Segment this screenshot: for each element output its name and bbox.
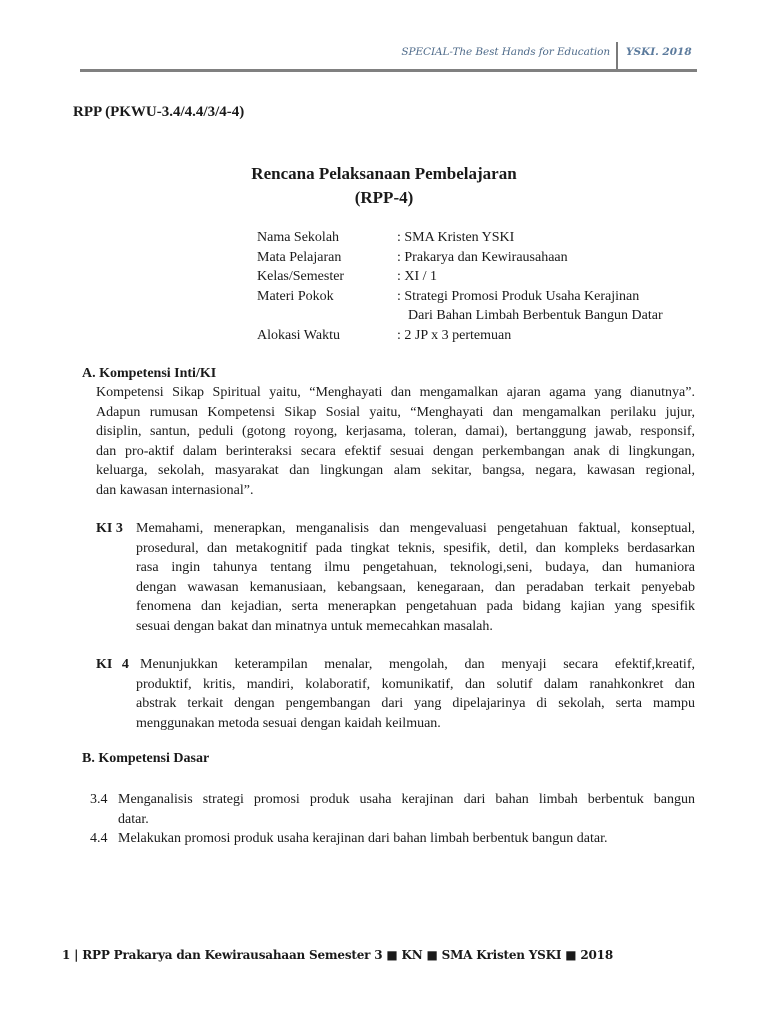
info-row-subject bbox=[257, 248, 663, 268]
paragraph-line: Kompetensi Sikap Spiritual yaitu, “Menghayati dan mengamalkan ajaran agama yang dianutnya”. bbox=[96, 385, 695, 400]
page-title bbox=[0, 162, 768, 210]
info-value: : XI / 1 bbox=[397, 269, 438, 284]
ki4-label: KI 4 bbox=[96, 657, 129, 672]
header-year-label: YSKI. 2018 bbox=[626, 46, 692, 58]
kd-number: 4.4 bbox=[90, 831, 108, 846]
ki4-line: menggunakan metoda sesuai dengan kaidah keilmuan. bbox=[136, 715, 441, 731]
ki4-line: produktif, kritis, mandiri, kolaboratif, komunikatif, dan solutif dalam ranahkonkret dan bbox=[136, 676, 695, 692]
ki3-line: dengan wawasan kemanusiaan, kebangsaan, kenegaraan, dan peradaban terkait penyebab bbox=[136, 579, 695, 595]
ki3-block bbox=[96, 519, 695, 636]
ki4-line: abstrak terkait dengan pengembangan dari yang dipelajarinya di sekolah, serta mampu bbox=[136, 696, 695, 711]
title-line-2: (RPP-4) bbox=[354, 188, 414, 207]
info-label: Materi Pokok bbox=[257, 288, 334, 304]
info-label: Mata Pelajaran bbox=[257, 249, 342, 265]
info-topic-continuation: Dari Bahan Limbah Berbentuk Bangun Datar bbox=[408, 308, 663, 323]
kd-line: Menganalisis strategi promosi produk usaha kerajinan dari bahan limbah berbentuk bangun bbox=[118, 792, 695, 807]
header-rule bbox=[80, 69, 697, 72]
kd-line: datar. bbox=[118, 811, 149, 827]
info-value: : 2 JP x 3 pertemuan bbox=[397, 327, 512, 343]
ki3-line: fenomena dan kejadian, serta menerapkan pengetahuan pada bidang kajian yang spesifik bbox=[136, 599, 695, 614]
ki3-label: KI 3 bbox=[96, 521, 123, 536]
kd-item-4-4 bbox=[90, 829, 695, 849]
info-value: : Prakarya dan Kewirausahaan bbox=[397, 249, 568, 265]
info-row-topic bbox=[257, 287, 663, 307]
section-a-heading: A. Kompetensi Inti/KI bbox=[82, 366, 217, 381]
title-line-1: Rencana Pelaksanaan Pembelajaran bbox=[251, 164, 517, 183]
paragraph-line: dan pro-aktif dalam berinteraksi secara efektif sesuai dengan perkembangan anak di lingkungan, bbox=[96, 443, 695, 459]
ki3-line: Memahami, menerapkan, menganalisis dan mengevaluasi pengetahuan faktual, konseptual, bbox=[136, 521, 695, 536]
info-row-class bbox=[257, 267, 663, 287]
rpp-code: RPP (PKWU-3.4/4.4/3/4-4) bbox=[73, 104, 245, 120]
kd-number: 3.4 bbox=[90, 792, 108, 807]
info-label: Alokasi Waktu bbox=[257, 327, 340, 343]
paragraph-line: keluarga, sekolah, masyarakat dan lingkungan alam sekitar, bangsa, negara, kawasan regional, bbox=[96, 463, 695, 478]
info-row-time bbox=[257, 326, 663, 346]
info-table bbox=[257, 228, 663, 345]
section-a-paragraph bbox=[96, 383, 695, 500]
kd-item-3-4 bbox=[90, 790, 695, 829]
ki3-line: prosedural, dan metakognitif pada tingkat teknis, spesifik, detil, dan kompleks berdasarkan bbox=[136, 540, 695, 556]
section-b-heading: B. Kompetensi Dasar bbox=[82, 751, 210, 766]
ki4-block bbox=[96, 655, 695, 733]
ki4-line: Menunjukkan keterampilan menalar, mengolah, dan menyaji secara efektif,kreatif, bbox=[140, 657, 695, 672]
info-row-school bbox=[257, 228, 663, 248]
info-label: Nama Sekolah bbox=[257, 230, 340, 245]
page-footer: 1 | RPP Prakarya dan Kewirausahaan Semester 3 ■ KN ■ SMA Kristen YSKI ■ 2018 bbox=[62, 948, 613, 962]
paragraph-line: dan kawasan internasional”. bbox=[96, 482, 254, 498]
kd-line: Melakukan promosi produk usaha kerajinan dari bahan limbah berbentuk bangun datar. bbox=[118, 831, 608, 846]
paragraph-line: Adapun rumusan Kompetensi Sikap Sosial yaitu, “Menghayati dan mengamalkan perilaku jujur, bbox=[96, 404, 695, 420]
info-value: : Strategi Promosi Produk Usaha Kerajinan bbox=[397, 288, 640, 304]
ki3-line: sesuai dengan bakat dan minatnya untuk memecahkan masalah. bbox=[136, 618, 493, 634]
info-label: Kelas/Semester bbox=[257, 269, 345, 284]
ki3-line: rasa ingin tahunya tentang ilmu pengetahuan, teknologi,seni, budaya, dan humaniora bbox=[136, 560, 695, 575]
paragraph-line: disiplin, santun, peduli (gotong royong, kerjasama, toleran, damai), bertanggung jawab, responsif, bbox=[96, 424, 695, 439]
header-tagline: SPECIAL-The Best Hands for Education bbox=[401, 46, 610, 58]
header-divider bbox=[616, 42, 618, 71]
info-value: : SMA Kristen YSKI bbox=[397, 230, 515, 245]
